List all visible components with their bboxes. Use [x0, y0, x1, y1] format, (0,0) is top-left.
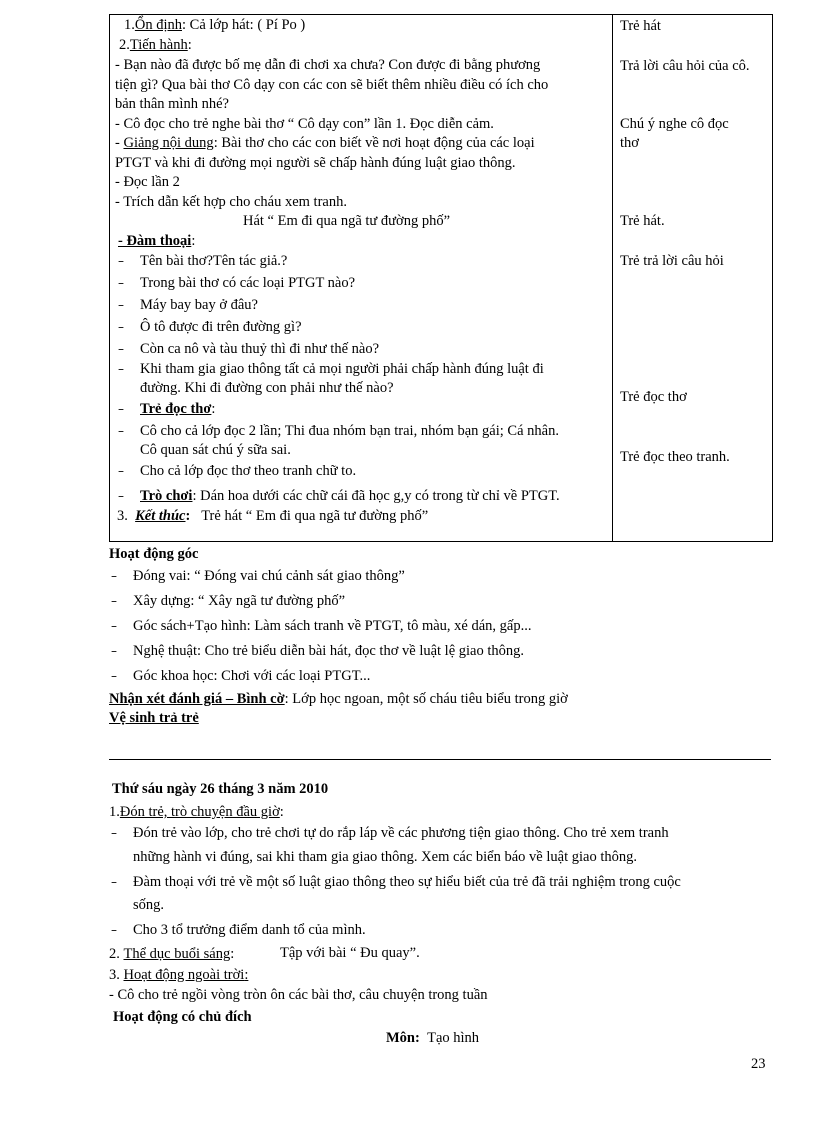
ngoai-troi-text: - Cô cho trẻ ngồi vòng tròn ôn các bài thơ, câu chuyện trong tuần	[109, 987, 488, 1003]
dam-thoai-heading: - Đàm thoại:	[118, 233, 196, 249]
question-item: Máy bay bay ở đâu?	[140, 297, 258, 313]
child-activity: Trẻ đọc theo tranh.	[620, 449, 730, 465]
the-duc-text: Tập với bài “ Đu quay”.	[280, 945, 420, 961]
morning-item-continued: những hành vi đúng, sai khi tham gia giao thông. Xem các biển báo về luật giao thông.	[133, 849, 637, 865]
child-activity: Trẻ đọc thơ	[620, 389, 687, 405]
text-line: - Đọc lần 2	[115, 174, 180, 190]
ve-sinh-heading: Vệ sinh trả trẻ	[109, 710, 199, 726]
dash-bullet: –	[111, 594, 117, 608]
text-line: - Cô đọc cho trẻ nghe bài thơ “ Cô dạy con” lần 1. Đọc diễn cảm.	[115, 116, 494, 132]
dash-bullet: –	[118, 362, 124, 376]
dash-bullet: –	[118, 342, 124, 356]
text-line: bản thân mình nhé?	[115, 96, 229, 112]
dash-bullet: –	[118, 320, 124, 334]
hdcd-heading: Hoạt động có chủ đích	[113, 1009, 252, 1025]
dash-bullet: –	[118, 254, 124, 268]
doc-tho-heading: Trẻ đọc thơ:	[140, 401, 216, 417]
dash-bullet: –	[118, 276, 124, 290]
dash-bullet: –	[111, 619, 117, 633]
reading-item: Cho cả lớp đọc thơ theo tranh chữ to.	[140, 463, 357, 479]
child-activity: Trẻ trả lời câu hỏi	[620, 253, 724, 269]
morning-item-continued: sống.	[133, 897, 165, 913]
text-line: PTGT và khi đi đường mọi người sẽ chấp hành đúng luật giao thông.	[115, 155, 516, 171]
hoat-dong-goc-heading: Hoạt động góc	[109, 546, 199, 562]
dash-bullet: –	[111, 569, 117, 583]
dash-bullet: –	[118, 424, 124, 438]
dash-bullet: –	[118, 489, 124, 503]
corner-item: Đóng vai: “ Đóng vai chú cảnh sát giao thông”	[133, 568, 405, 584]
question-item: Còn ca nô và tàu thuỷ thì đi như thế nào?	[140, 341, 380, 357]
on-dinh-line: 1.Ổn định: Cả lớp hát: ( Pí Po )	[124, 17, 306, 33]
dash-bullet: –	[111, 826, 117, 840]
child-activity: Trẻ hát	[620, 18, 661, 34]
day-heading: Thứ sáu ngày 26 tháng 3 năm 2010	[112, 781, 329, 797]
question-item: Ô tô được đi trên đường gì?	[140, 319, 302, 335]
reading-item: Cô cho cả lớp đọc 2 lần; Thi đua nhóm bạn trai, nhóm bạn gái; Cá nhân.	[140, 423, 559, 439]
tro-choi-line: Trò chơi: Dán hoa dưới các chữ cái đã học g,y có trong từ chỉ về PTGT.	[140, 488, 560, 504]
mon-line: Môn: Tạo hình	[386, 1030, 480, 1046]
child-activity: Trẻ hát.	[620, 213, 665, 229]
corner-item: Nghệ thuật: Cho trẻ biểu diễn bài hát, đọc thơ về luật lệ giao thông.	[133, 643, 525, 659]
morning-item: Đón trẻ vào lớp, cho trẻ chơi tự do rắp láp về các phương tiện giao thông. Cho trẻ xem tranh	[133, 825, 669, 841]
don-tre-heading: 1.Đón trẻ, trò chuyện đầu giờ:	[109, 804, 284, 820]
page-number: 23	[751, 1056, 766, 1072]
child-activity: Trả lời câu hỏi của cô.	[620, 58, 750, 74]
text-line: tiện gì? Qua bài thơ Cô dạy con các con sẽ biết thêm nhiều điều có ích cho	[115, 77, 549, 93]
section-divider	[109, 759, 771, 760]
dash-bullet: –	[111, 669, 117, 683]
morning-item: Cho 3 tổ trưởng điểm danh tổ của mình.	[133, 922, 366, 938]
ket-thuc-line: 3. Kết thúc: Trẻ hát “ Em đi qua ngã tư đường phố”	[117, 508, 429, 524]
dash-bullet: –	[118, 402, 124, 416]
dash-bullet: –	[118, 464, 124, 478]
child-activity: Chú ý nghe cô đọc	[620, 116, 729, 132]
child-activity: thơ	[620, 135, 639, 151]
dash-bullet: –	[111, 644, 117, 658]
corner-item: Góc sách+Tạo hình: Làm sách tranh về PTGT, tô màu, xé dán, gấp...	[133, 618, 532, 634]
reading-item-continued: Cô quan sát chú ý sữa sai.	[140, 442, 291, 458]
tien-hanh-line: 2.Tiến hành:	[119, 37, 192, 53]
question-item: Khi tham gia giao thông tất cả mọi người phải chấp hành đúng luật đi	[140, 361, 544, 377]
question-item-continued: đường. Khi đi đường con phải như thế nào?	[140, 380, 394, 396]
dash-bullet: –	[111, 875, 117, 889]
giang-noi-dung-line: - Giảng nội dung: Bài thơ cho các con biết về nơi hoạt động của các loại	[115, 135, 535, 151]
morning-item: Đàm thoại với trẻ về một số luật giao thông theo sự hiểu biết của trẻ đã trải nghiệm trong cuộc	[133, 874, 681, 890]
dash-bullet: –	[118, 298, 124, 312]
ngoai-troi-line: 3. Hoạt động ngoài trời:	[109, 967, 249, 983]
nhan-xet-line: Nhận xét đánh giá – Bình cờ: Lớp học ngoan, một số cháu tiêu biểu trong giờ	[109, 691, 568, 707]
corner-item: Góc khoa học: Chơi với các loại PTGT...	[133, 668, 371, 684]
question-item: Tên bài thơ?Tên tác giả.?	[140, 253, 288, 269]
table-column-divider	[612, 14, 613, 542]
text-line: - Bạn nào đã được bố mẹ dẫn đi chơi xa chưa? Con được đi bằng phương	[115, 57, 541, 73]
question-item: Trong bài thơ có các loại PTGT nào?	[140, 275, 356, 291]
corner-item: Xây dựng: “ Xây ngã tư đường phố”	[133, 593, 346, 609]
the-duc-line: 2. Thể dục buổi sáng:	[109, 946, 235, 962]
hat-line: Hát “ Em đi qua ngã tư đường phố”	[243, 213, 451, 229]
text-line: - Trích dẫn kết hợp cho cháu xem tranh.	[115, 194, 347, 210]
dash-bullet: –	[111, 923, 117, 937]
